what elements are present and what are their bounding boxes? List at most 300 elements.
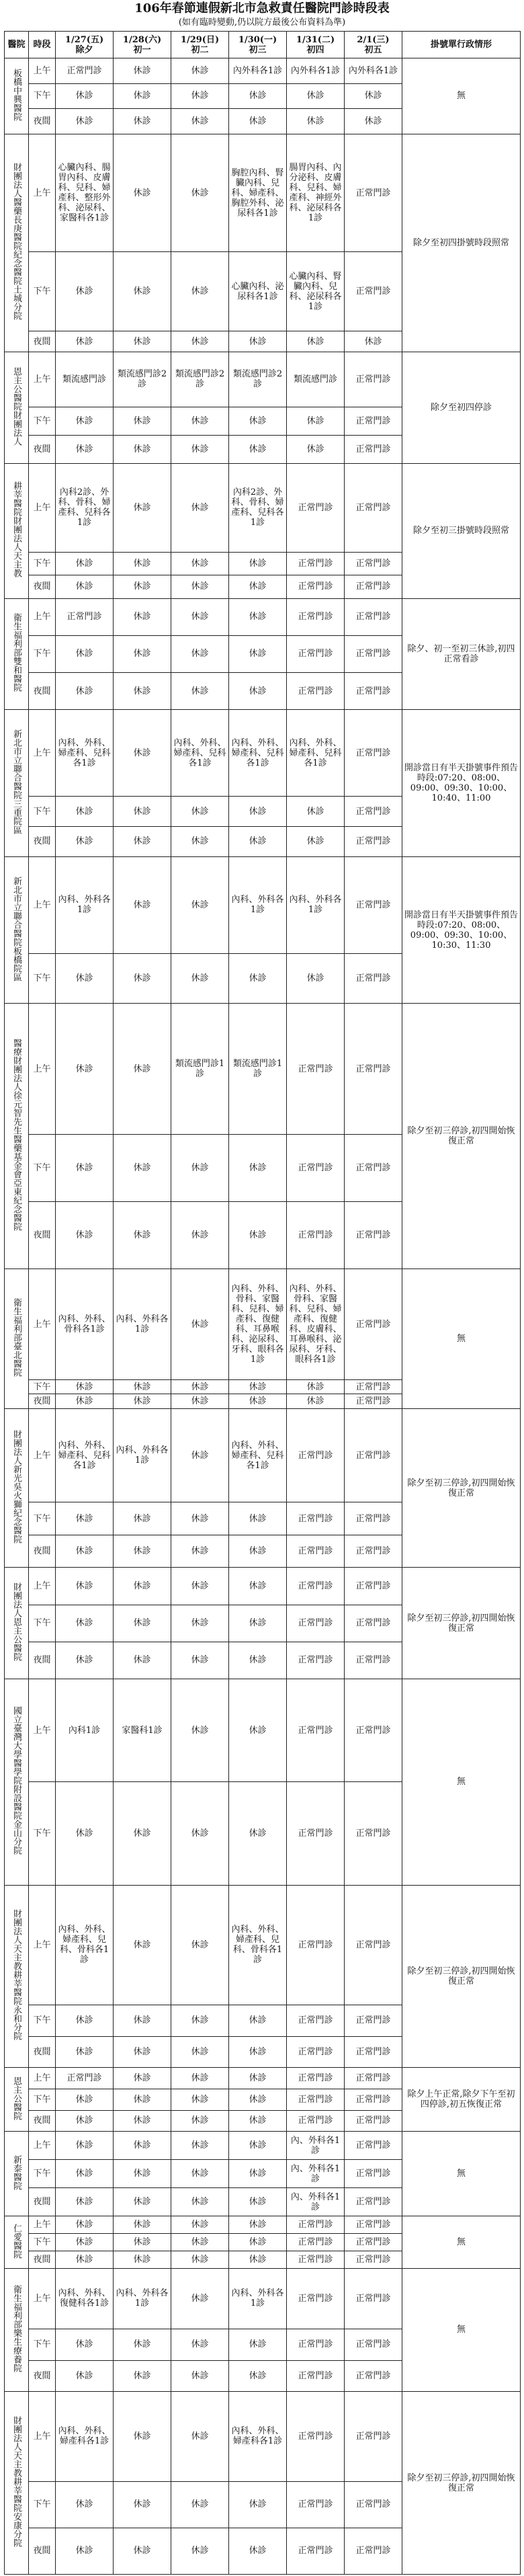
session-cell: 下午 — [29, 953, 56, 1003]
session-cell: 夜間 — [29, 435, 56, 463]
schedule-cell: 休診 — [287, 1394, 345, 1409]
hospital-name-cell — [5, 1679, 29, 1885]
schedule-cell: 正常門診 — [287, 1885, 345, 2005]
schedule-cell: 休診 — [114, 2036, 171, 2068]
schedule-cell: 休診 — [171, 407, 229, 435]
schedule-cell: 正常門診 — [56, 58, 114, 84]
schedule-cell: 休診 — [56, 109, 114, 134]
hospital-name-cell — [5, 1004, 29, 1269]
schedule-cell: 正常門診 — [287, 1004, 345, 1134]
schedule-cell: 內科、外科、婦產科、兒科各1診 — [229, 710, 287, 797]
schedule-cell: 休診 — [56, 575, 114, 599]
remarks-cell: 開診當日有半天掛號事件預告時段:07:20、08:00、09:00、09:30、10:00、10:40、11:00 — [402, 710, 521, 857]
schedule-cell: 休診 — [171, 134, 229, 252]
schedule-cell: 正常門診 — [345, 2251, 402, 2269]
schedule-cell: 休診 — [56, 331, 114, 352]
session-cell: 上午 — [29, 1409, 56, 1502]
schedule-cell: 類流感門診1診 — [229, 1004, 287, 1134]
schedule-cell: 休診 — [56, 2216, 114, 2234]
table-row — [5, 134, 521, 252]
schedule-cell: 休診 — [229, 2132, 287, 2160]
schedule-cell: 休診 — [171, 826, 229, 856]
schedule-cell: 休診 — [229, 407, 287, 435]
hospital-name: 恩主公醫院財團法人 — [11, 366, 21, 446]
schedule-cell: 休診 — [56, 2188, 114, 2216]
schedule-cell: 休診 — [114, 252, 171, 331]
schedule-cell: 休診 — [56, 2481, 114, 2528]
session-cell: 下午 — [29, 635, 56, 672]
schedule-cell: 休診 — [114, 710, 171, 797]
session-cell: 下午 — [29, 2329, 56, 2360]
session-cell: 夜間 — [29, 2110, 56, 2132]
session-cell: 下午 — [29, 1134, 56, 1201]
schedule-cell: 休診 — [114, 2329, 171, 2360]
schedule-cell: 正常門診 — [287, 598, 345, 635]
schedule-cell: 休診 — [171, 1605, 229, 1642]
schedule-cell: 正常門診 — [287, 1568, 345, 1605]
schedule-cell: 休診 — [171, 1379, 229, 1394]
schedule-cell: 內科2診、外科、骨科、婦產科、兒科各1診 — [229, 463, 287, 552]
schedule-cell: 休診 — [56, 552, 114, 575]
schedule-cell: 正常門診 — [345, 1568, 402, 1605]
schedule-cell: 內科、外科各1診 — [114, 2268, 171, 2329]
remarks-cell: 無 — [402, 1269, 521, 1409]
schedule-cell: 休診 — [229, 2036, 287, 2068]
header-day-1 — [56, 32, 114, 58]
schedule-cell: 內、外科各1診 — [287, 2132, 345, 2160]
schedule-cell: 正常門診 — [287, 463, 345, 552]
schedule-cell: 正常門診 — [345, 2089, 402, 2110]
session-cell: 上午 — [29, 856, 56, 953]
session-cell: 夜間 — [29, 2251, 56, 2269]
schedule-cell: 休診 — [229, 2251, 287, 2269]
schedule-cell: 休診 — [171, 1885, 229, 2005]
schedule-cell: 休診 — [114, 1642, 171, 1679]
schedule-cell: 休診 — [114, 2392, 171, 2482]
schedule-cell: 正常門診 — [345, 598, 402, 635]
session-cell: 下午 — [29, 552, 56, 575]
schedule-cell: 休診 — [114, 826, 171, 856]
session-cell: 下午 — [29, 407, 56, 435]
schedule-cell: 休診 — [114, 2089, 171, 2110]
schedule-cell: 休診 — [345, 109, 402, 134]
schedule-cell: 正常門診 — [345, 2268, 402, 2329]
schedule-cell: 正常門診 — [345, 2329, 402, 2360]
session-cell: 下午 — [29, 1605, 56, 1642]
remarks-cell: 除夕至初三掛號時段照常 — [402, 463, 521, 598]
schedule-cell: 正常門診 — [287, 2110, 345, 2132]
schedule-cell: 休診 — [114, 2481, 171, 2528]
session-cell: 上午 — [29, 463, 56, 552]
schedule-cell: 正常門診 — [287, 2481, 345, 2528]
schedule-cell: 休診 — [114, 2110, 171, 2132]
session-cell: 上午 — [29, 2268, 56, 2329]
schedule-cell: 休診 — [229, 2234, 287, 2251]
session-cell: 下午 — [29, 2089, 56, 2110]
schedule-cell: 休診 — [56, 2360, 114, 2392]
table-row — [5, 2216, 521, 2234]
schedule-cell: 休診 — [287, 331, 345, 352]
table-row — [5, 598, 521, 635]
hospital-name: 財團法人醫藥長庚醫院紀念醫院土城分院 — [11, 163, 21, 321]
session-cell: 夜間 — [29, 673, 56, 710]
schedule-cell: 正常門診 — [345, 953, 402, 1003]
session-cell: 下午 — [29, 1379, 56, 1394]
schedule-cell: 內科、外科、婦產科、兒科各1診 — [56, 1409, 114, 1502]
session-cell: 下午 — [29, 2005, 56, 2036]
schedule-cell: 休診 — [287, 83, 345, 109]
schedule-cell: 休診 — [56, 635, 114, 672]
hospital-name: 恩主公醫院 — [11, 2076, 21, 2120]
schedule-cell: 休診 — [171, 2481, 229, 2528]
schedule-cell: 休診 — [229, 552, 287, 575]
table-row — [5, 1269, 521, 1379]
schedule-cell: 休診 — [114, 2068, 171, 2089]
schedule-cell: 休診 — [56, 407, 114, 435]
schedule-cell: 休診 — [171, 1782, 229, 1885]
schedule-cell: 休診 — [171, 2005, 229, 2036]
hospital-name-cell — [5, 2268, 29, 2391]
schedule-cell: 休診 — [114, 1394, 171, 1409]
schedule-cell: 內科、外科、婦產科、兒科、骨科各1診 — [229, 1885, 287, 2005]
schedule-cell: 休診 — [56, 2089, 114, 2110]
session-cell: 夜間 — [29, 1642, 56, 1679]
schedule-cell: 正常門診 — [345, 856, 402, 953]
schedule-cell: 正常門診 — [287, 2251, 345, 2269]
session-cell: 上午 — [29, 352, 56, 407]
hospital-name-cell — [5, 352, 29, 464]
hospital-name: 耕莘醫院財團法人天主教 — [11, 481, 21, 578]
schedule-cell: 正常門診 — [345, 1782, 402, 1885]
schedule-cell: 正常門診 — [345, 2392, 402, 2482]
session-cell: 下午 — [29, 797, 56, 827]
schedule-cell: 休診 — [171, 673, 229, 710]
schedule-cell: 正常門診 — [345, 2036, 402, 2068]
schedule-cell: 正常門診 — [287, 2005, 345, 2036]
schedule-cell: 休診 — [114, 1134, 171, 1201]
schedule-cell: 正常門診 — [287, 2089, 345, 2110]
schedule-cell: 休診 — [229, 2528, 287, 2574]
schedule-cell: 正常門診 — [287, 2392, 345, 2482]
schedule-cell: 休診 — [56, 1202, 114, 1269]
schedule-cell: 家醫科1診 — [114, 1679, 171, 1781]
schedule-cell: 正常門診 — [345, 1535, 402, 1567]
schedule-cell: 休診 — [229, 1568, 287, 1605]
schedule-cell: 休診 — [229, 2360, 287, 2392]
schedule-cell: 胸腔內科、腎臟內科、兒科、婦產科、胸腔外科、泌尿科各1診 — [229, 134, 287, 252]
schedule-cell: 正常門診 — [345, 2160, 402, 2188]
schedule-cell: 內科、外科各1診 — [114, 1409, 171, 1502]
schedule-cell: 休診 — [229, 2160, 287, 2188]
schedule-cell: 休診 — [229, 1679, 287, 1781]
schedule-cell: 休診 — [229, 826, 287, 856]
schedule-cell: 休診 — [56, 1004, 114, 1134]
schedule-cell: 休診 — [114, 83, 171, 109]
schedule-cell: 休診 — [287, 407, 345, 435]
schedule-cell: 內科、外科、婦產科各1診 — [229, 2392, 287, 2482]
header-lunar: 初五 — [364, 44, 382, 55]
schedule-cell: 休診 — [171, 2528, 229, 2574]
session-cell: 夜間 — [29, 109, 56, 134]
session-cell: 上午 — [29, 2068, 56, 2089]
schedule-cell: 休診 — [56, 826, 114, 856]
schedule-cell: 內科、外科各1診 — [229, 856, 287, 953]
schedule-cell: 休診 — [229, 1642, 287, 1679]
schedule-cell: 正常門診 — [345, 2360, 402, 2392]
schedule-cell: 休診 — [114, 1605, 171, 1642]
schedule-cell: 正常門診 — [287, 2216, 345, 2234]
header-hospital: 醫院 — [5, 32, 29, 58]
schedule-cell: 休診 — [114, 2234, 171, 2251]
schedule-cell: 休診 — [287, 109, 345, 134]
table-row — [5, 58, 521, 84]
hospital-name-cell — [5, 2392, 29, 2575]
schedule-cell: 休診 — [171, 331, 229, 352]
schedule-cell: 休診 — [114, 2528, 171, 2574]
schedule-cell: 休診 — [56, 2251, 114, 2269]
hospital-name-cell — [5, 710, 29, 857]
header-day-5 — [287, 32, 345, 58]
schedule-cell: 正常門診 — [345, 2005, 402, 2036]
schedule-cell: 休診 — [171, 1642, 229, 1679]
hospital-name: 醫療財團法人徐元智先生醫藥基金會亞東紀念醫院 — [11, 1039, 21, 1232]
schedule-cell: 正常門診 — [287, 1535, 345, 1567]
schedule-cell: 正常門診 — [287, 1409, 345, 1502]
schedule-cell: 休診 — [56, 673, 114, 710]
table-row — [5, 463, 521, 552]
schedule-cell: 休診 — [114, 2160, 171, 2188]
session-cell: 夜間 — [29, 2528, 56, 2574]
schedule-cell: 正常門診 — [56, 598, 114, 635]
hospital-name: 衛生福利部雙和醫院 — [11, 613, 21, 692]
schedule-table — [4, 31, 521, 2575]
schedule-cell: 休診 — [171, 2268, 229, 2329]
schedule-cell: 休診 — [171, 635, 229, 672]
schedule-cell: 休診 — [229, 1782, 287, 1885]
header-date: 2/1(三) — [357, 34, 390, 45]
schedule-cell: 正常門診 — [287, 2234, 345, 2251]
hospital-name: 新北市立聯合醫院板橋院區 — [11, 876, 21, 981]
schedule-cell: 休診 — [171, 1679, 229, 1781]
hospital-name: 財團法人天主教耕莘醫院永和分院 — [11, 1909, 21, 2041]
schedule-cell: 休診 — [114, 2005, 171, 2036]
schedule-cell: 休診 — [171, 1409, 229, 1502]
hospital-name: 財團法人天主教耕莘醫院安康分院 — [11, 2416, 21, 2548]
schedule-cell: 休診 — [229, 2089, 287, 2110]
schedule-cell: 休診 — [171, 2251, 229, 2269]
schedule-cell: 休診 — [229, 1605, 287, 1642]
schedule-cell: 內科、外科、婦產科、兒科各1診 — [171, 710, 229, 797]
header-date: 1/27(五) — [64, 34, 104, 45]
table-row — [5, 352, 521, 407]
schedule-cell: 休診 — [171, 953, 229, 1003]
remarks-cell: 除夕至初三停診,初四開始恢復正常 — [402, 1885, 521, 2068]
table-row — [5, 1679, 521, 1781]
schedule-cell: 正常門診 — [345, 1679, 402, 1781]
remarks-cell: 無 — [402, 1679, 521, 1885]
schedule-cell: 休診 — [114, 1568, 171, 1605]
schedule-cell: 正常門診 — [345, 2216, 402, 2234]
schedule-cell: 正常門診 — [345, 2234, 402, 2251]
session-cell: 夜間 — [29, 2360, 56, 2392]
schedule-cell: 內外科各1診 — [229, 58, 287, 84]
schedule-cell: 正常門診 — [287, 2360, 345, 2392]
header-lunar: 除夕 — [75, 44, 93, 55]
header-lunar: 初四 — [306, 44, 324, 55]
hospital-name-cell — [5, 598, 29, 710]
schedule-cell: 休診 — [56, 2132, 114, 2160]
schedule-cell: 正常門診 — [287, 2268, 345, 2329]
schedule-cell: 正常門診 — [345, 2068, 402, 2089]
session-cell: 上午 — [29, 598, 56, 635]
schedule-cell: 休診 — [114, 598, 171, 635]
schedule-cell: 類流感門診2診 — [171, 352, 229, 407]
schedule-cell: 正常門診 — [345, 1642, 402, 1679]
schedule-cell: 休診 — [171, 575, 229, 599]
session-cell: 夜間 — [29, 331, 56, 352]
remarks-cell: 無 — [402, 2132, 521, 2216]
schedule-cell: 休診 — [229, 673, 287, 710]
hospital-name-cell — [5, 1409, 29, 1568]
schedule-cell: 休診 — [114, 463, 171, 552]
schedule-cell: 休診 — [229, 1202, 287, 1269]
schedule-cell: 正常門診 — [345, 1502, 402, 1535]
header-lunar: 初二 — [191, 44, 209, 55]
schedule-cell: 休診 — [114, 134, 171, 252]
schedule-cell: 正常門診 — [287, 1642, 345, 1679]
schedule-cell: 正常門診 — [345, 1202, 402, 1269]
schedule-cell: 休診 — [171, 83, 229, 109]
remarks-cell: 除夕至初四停診 — [402, 352, 521, 464]
schedule-cell: 正常門診 — [345, 352, 402, 407]
schedule-cell: 休診 — [56, 1642, 114, 1679]
schedule-cell: 正常門診 — [287, 2068, 345, 2089]
remarks-cell: 除夕至初三停診,初四開始恢復正常 — [402, 1004, 521, 1269]
schedule-cell: 內科、外科、婦產科、兒科各1診 — [229, 1409, 287, 1502]
schedule-cell: 休診 — [229, 1134, 287, 1201]
session-cell: 上午 — [29, 2216, 56, 2234]
schedule-cell: 正常門診 — [287, 552, 345, 575]
session-cell: 上午 — [29, 1269, 56, 1379]
schedule-cell: 休診 — [56, 2160, 114, 2188]
schedule-cell: 休診 — [56, 1134, 114, 1201]
hospital-name-cell — [5, 134, 29, 352]
header-day-4 — [229, 32, 287, 58]
schedule-cell: 休診 — [345, 331, 402, 352]
schedule-cell: 正常門診 — [345, 1269, 402, 1379]
schedule-cell: 休診 — [114, 1379, 171, 1394]
schedule-cell: 休診 — [114, 1782, 171, 1885]
schedule-cell: 內科、外科、婦產科、兒科各1診 — [287, 710, 345, 797]
schedule-cell: 休診 — [114, 58, 171, 84]
schedule-cell: 休診 — [171, 2234, 229, 2251]
schedule-cell: 休診 — [171, 2188, 229, 2216]
schedule-cell: 正常門診 — [287, 1679, 345, 1781]
schedule-cell: 心臟內科、腎臟內科、兒科、泌尿科各1診 — [287, 252, 345, 331]
session-cell: 夜間 — [29, 1535, 56, 1567]
hospital-name-cell — [5, 463, 29, 598]
schedule-cell: 休診 — [171, 252, 229, 331]
remarks-cell: 開診當日有半天掛號事件預告時段:07:20、08:00、09:00、09:30、10:00、10:30、11:30 — [402, 856, 521, 1004]
schedule-cell: 類流感門診2診 — [229, 352, 287, 407]
schedule-cell: 休診 — [229, 435, 287, 463]
schedule-cell: 休診 — [287, 953, 345, 1003]
schedule-cell: 休診 — [171, 2329, 229, 2360]
schedule-cell: 休診 — [114, 552, 171, 575]
schedule-cell: 休診 — [171, 2360, 229, 2392]
schedule-cell: 正常門診 — [345, 1004, 402, 1134]
schedule-cell: 休診 — [56, 1535, 114, 1567]
schedule-cell: 休診 — [114, 1502, 171, 1535]
schedule-cell: 內外科各1診 — [345, 58, 402, 84]
session-cell: 下午 — [29, 2160, 56, 2188]
schedule-cell: 內、外科各1診 — [287, 2160, 345, 2188]
session-cell: 下午 — [29, 1502, 56, 1535]
schedule-cell: 內科、外科、婦產科、兒科、骨科各1診 — [56, 1885, 114, 2005]
hospital-name: 財團法人恩主公醫院 — [11, 1582, 21, 1662]
schedule-cell: 休診 — [114, 673, 171, 710]
schedule-cell: 休診 — [56, 2005, 114, 2036]
header-day-6 — [345, 32, 402, 58]
schedule-cell: 休診 — [171, 2068, 229, 2089]
schedule-cell: 休診 — [229, 1394, 287, 1409]
session-cell: 上午 — [29, 2392, 56, 2482]
schedule-cell: 內、外科各1診 — [287, 2188, 345, 2216]
remarks-cell: 無 — [402, 58, 521, 134]
session-cell: 下午 — [29, 2481, 56, 2528]
schedule-cell: 正常門診 — [345, 635, 402, 672]
header-day-2 — [114, 32, 171, 58]
schedule-cell: 休診 — [114, 575, 171, 599]
hospital-name-cell — [5, 1568, 29, 1679]
session-cell: 下午 — [29, 83, 56, 109]
table-row — [5, 1409, 521, 1502]
schedule-cell: 正常門診 — [287, 1782, 345, 1885]
schedule-cell: 正常門診 — [345, 2188, 402, 2216]
schedule-cell: 休診 — [229, 575, 287, 599]
schedule-body — [5, 58, 521, 2575]
schedule-cell: 休診 — [229, 2481, 287, 2528]
session-cell: 夜間 — [29, 575, 56, 599]
remarks-cell: 無 — [402, 2268, 521, 2391]
schedule-cell: 休診 — [171, 435, 229, 463]
schedule-cell: 休診 — [114, 2216, 171, 2234]
schedule-cell: 正常門診 — [345, 673, 402, 710]
schedule-cell: 正常門診 — [287, 1502, 345, 1535]
schedule-cell: 休診 — [287, 826, 345, 856]
session-cell: 夜間 — [29, 1394, 56, 1409]
table-row — [5, 1885, 521, 2005]
schedule-cell: 內科、外科、婦產科各1診 — [56, 2392, 114, 2482]
header-date: 1/30(一) — [238, 34, 277, 45]
schedule-cell: 休診 — [229, 2329, 287, 2360]
schedule-cell: 內科2診、外科、骨科、婦產科、兒科各1診 — [56, 463, 114, 552]
hospital-name-cell — [5, 856, 29, 1004]
schedule-cell: 休診 — [56, 2528, 114, 2574]
schedule-cell: 正常門診 — [345, 2110, 402, 2132]
schedule-cell: 類流感門診 — [56, 352, 114, 407]
schedule-cell: 正常門診 — [287, 2036, 345, 2068]
schedule-cell: 休診 — [229, 2110, 287, 2132]
hospital-name: 仁愛醫院 — [11, 2223, 21, 2259]
schedule-cell: 休診 — [229, 953, 287, 1003]
schedule-cell: 心臟內科、泌尿科各1診 — [229, 252, 287, 331]
schedule-cell: 休診 — [287, 1379, 345, 1394]
header-lunar: 初一 — [133, 44, 151, 55]
schedule-cell: 休診 — [56, 1568, 114, 1605]
schedule-cell: 正常門診 — [287, 2329, 345, 2360]
schedule-cell: 正常門診 — [345, 463, 402, 552]
